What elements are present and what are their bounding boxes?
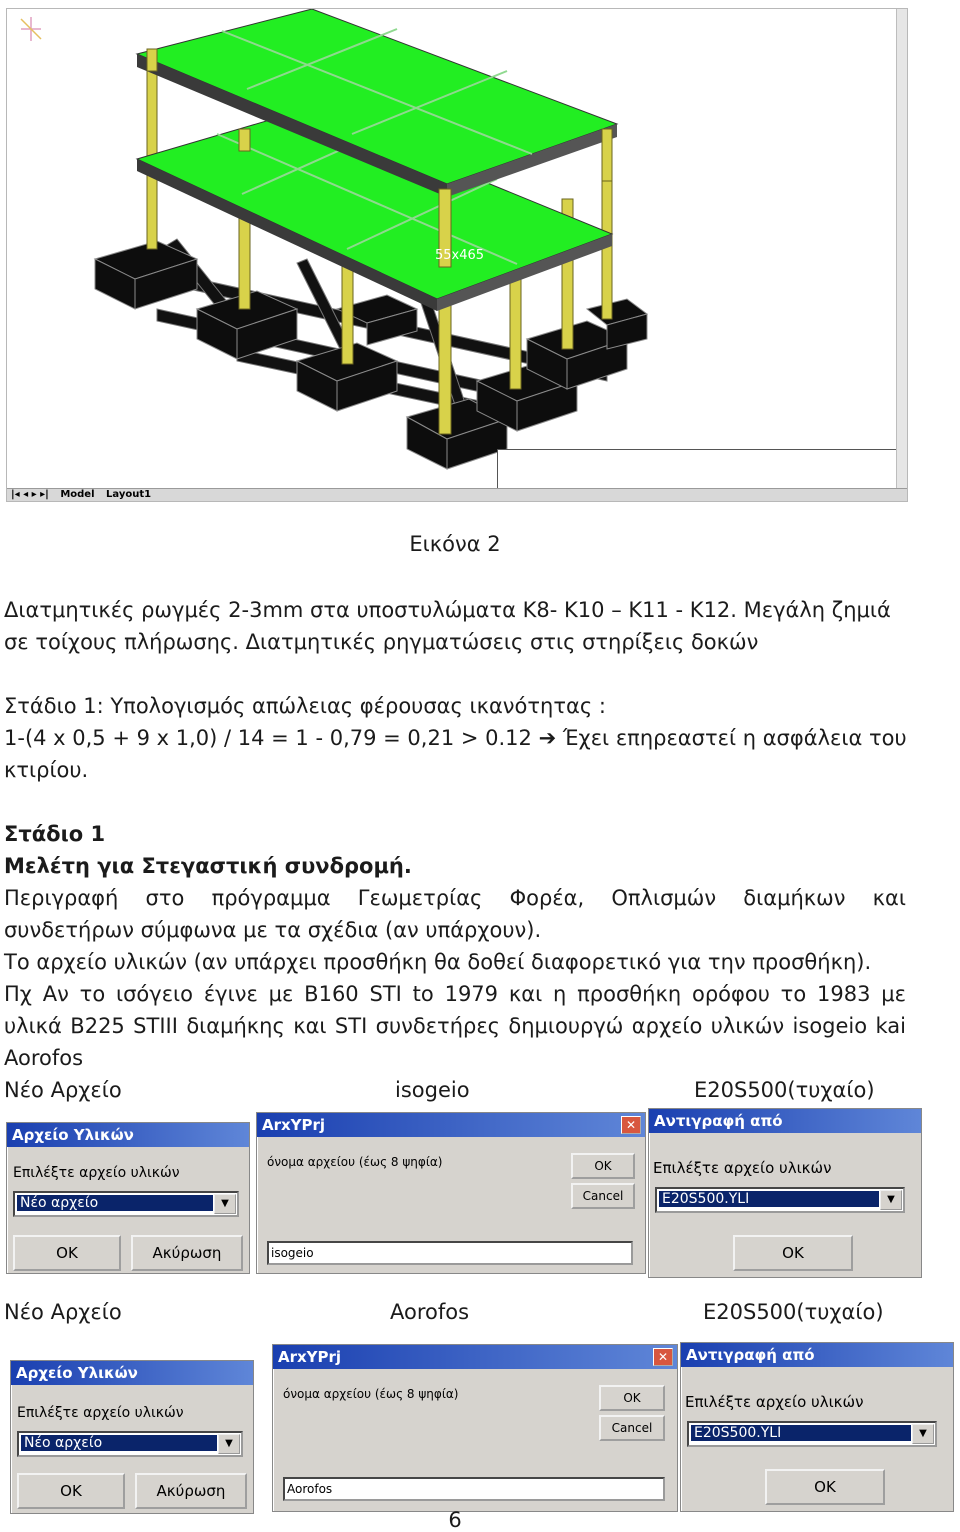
filename-dialog (272, 1344, 678, 1512)
dropdown-arrow-icon[interactable]: ▼ (912, 1424, 934, 1444)
paragraph-line: συνδετήρων σύμφωνα με τα σχέδια (αν υπάρχουν). (4, 918, 542, 942)
vertical-scrollbar[interactable] (896, 9, 907, 493)
dimension-label: 55x465 (435, 248, 485, 263)
ok-button[interactable]: OK (13, 1235, 121, 1271)
dialog-prompt: όνομα αρχείου (έως 8 ψηφία) (267, 1155, 443, 1169)
cancel-button[interactable]: Ακύρωση (135, 1473, 247, 1509)
building-model-drawing (7, 9, 897, 487)
selected-value: E20S500.YLI (691, 1425, 911, 1441)
section-heading: Στάδιο 1 (4, 822, 106, 846)
filename-input[interactable]: Aorofos (283, 1477, 665, 1501)
tab-model[interactable]: Model (60, 489, 95, 500)
dialog-prompt: Επιλέξτε αρχείο υλικών (13, 1165, 180, 1181)
close-icon[interactable]: ✕ (621, 1116, 641, 1134)
dialog-title: Αντιγραφή από (681, 1343, 953, 1367)
source-file-select[interactable] (655, 1187, 905, 1213)
tab-nav-arrows[interactable]: |◂ ◂ ▸ ▸| (11, 489, 49, 500)
copy-from-dialog (648, 1108, 922, 1278)
ok-button[interactable]: OK (733, 1235, 853, 1271)
step-label-new-file: Νέο Αρχείο (4, 1078, 122, 1102)
dialog-title: Αρχείο Υλικών (7, 1123, 249, 1147)
ucs-icon (21, 17, 41, 41)
page-number: 6 (448, 1508, 462, 1532)
paragraph-line: Περιγραφή στο πρόγραμμα Γεωμετρίας Φορέα, Οπλισμών διαμήκων και (4, 886, 906, 910)
figure-caption: Εικόνα 2 (409, 532, 501, 556)
selected-value: E20S500.YLI (659, 1191, 879, 1207)
dialog-title: ArxYPrj (257, 1113, 645, 1137)
materials-file-select[interactable] (13, 1191, 239, 1217)
materials-file-select[interactable] (17, 1431, 243, 1457)
structure-3d-figure (6, 8, 908, 502)
paragraph-line: κτιρίου. (4, 758, 89, 782)
ok-button[interactable]: OK (599, 1385, 665, 1411)
dialog-title: Αρχείο Υλικών (11, 1361, 253, 1385)
conclusion-text: Έχει επηρεαστεί η ασφάλεια του (562, 726, 907, 750)
dropdown-arrow-icon[interactable]: ▼ (218, 1434, 240, 1454)
paragraph-line: Διατμητικές ρωγμές 2-3mm στα υποστυλώματα Κ8- Κ10 – Κ11 - Κ12. Μεγάλη ζημιά (4, 598, 891, 622)
step-label-copy-from: E20S500(τυχαίο) (694, 1078, 875, 1102)
copy-from-dialog (680, 1342, 954, 1512)
step-label-filename: Aorofos (390, 1300, 470, 1324)
paragraph-line: σε τοίχους πλήρωσης. Διατμητικές ρηγματώσεις στις στηρίξεις δοκών (4, 630, 759, 654)
formula-line (4, 722, 907, 754)
step-label-filename: isogeio (395, 1078, 470, 1102)
dialog-title: Αντιγραφή από (649, 1109, 921, 1133)
tab-layout1[interactable]: Layout1 (106, 489, 152, 500)
dropdown-arrow-icon[interactable]: ▼ (214, 1194, 236, 1214)
dialog-prompt: Επιλέξτε αρχείο υλικών (653, 1159, 832, 1177)
paragraph-line: Πχ Αν το ισόγειο έγινε με Β160 STI to 1979 και η προσθήκη ορόφου το 1983 με (4, 982, 906, 1006)
formula-text: 1-(4 x 0,5 + 9 x 1,0) / 14 = 1 - 0,79 = 0,21 > 0.12 (4, 726, 532, 750)
dialog-title: ArxYPrj (273, 1345, 677, 1369)
cancel-button[interactable]: Cancel (571, 1183, 635, 1209)
paragraph-line: Στάδιο 1: Υπολογισμός απώλειας φέρουσας ικανότητας : (4, 694, 606, 718)
paragraph-line: Aorofos (4, 1046, 84, 1070)
selected-value: Νέο αρχείο (21, 1435, 217, 1451)
paragraph-line: Το αρχείο υλικών (αν υπάρχει προσθήκη θα δοθεί διαφορετικό για την προσθήκη). (4, 950, 872, 974)
cancel-button[interactable]: Cancel (599, 1415, 665, 1441)
step-label-new-file: Νέο Αρχείο (4, 1300, 122, 1324)
command-line-box[interactable] (497, 449, 904, 493)
dropdown-arrow-icon[interactable]: ▼ (880, 1190, 902, 1210)
layout-tabs (7, 488, 907, 501)
selected-value: Νέο αρχείο (17, 1195, 213, 1211)
close-icon[interactable]: ✕ (653, 1348, 673, 1366)
ok-button[interactable]: OK (571, 1153, 635, 1179)
step-label-copy-from: E20S500(τυχαίο) (703, 1300, 884, 1324)
source-file-select[interactable] (687, 1421, 937, 1447)
dialog-prompt: όνομα αρχείου (έως 8 ψηφία) (283, 1387, 459, 1401)
arrow-icon: ➔ (538, 726, 557, 750)
filename-dialog (256, 1112, 646, 1274)
materials-file-dialog (10, 1360, 254, 1514)
dialog-prompt: Επιλέξτε αρχείο υλικών (17, 1405, 184, 1421)
dialog-prompt: Επιλέξτε αρχείο υλικών (685, 1393, 864, 1411)
ok-button[interactable]: OK (765, 1469, 885, 1505)
section-subheading: Μελέτη για Στεγαστική συνδρομή. (4, 854, 412, 878)
filename-input[interactable]: isogeio (267, 1241, 633, 1265)
paragraph-line: υλικά Β225 STIII διαμήκης και STI συνδετήρες δημιουργώ αρχείο υλικών isogeio kai (4, 1014, 906, 1038)
cancel-button[interactable]: Ακύρωση (131, 1235, 243, 1271)
ok-button[interactable]: OK (17, 1473, 125, 1509)
materials-file-dialog (6, 1122, 250, 1274)
